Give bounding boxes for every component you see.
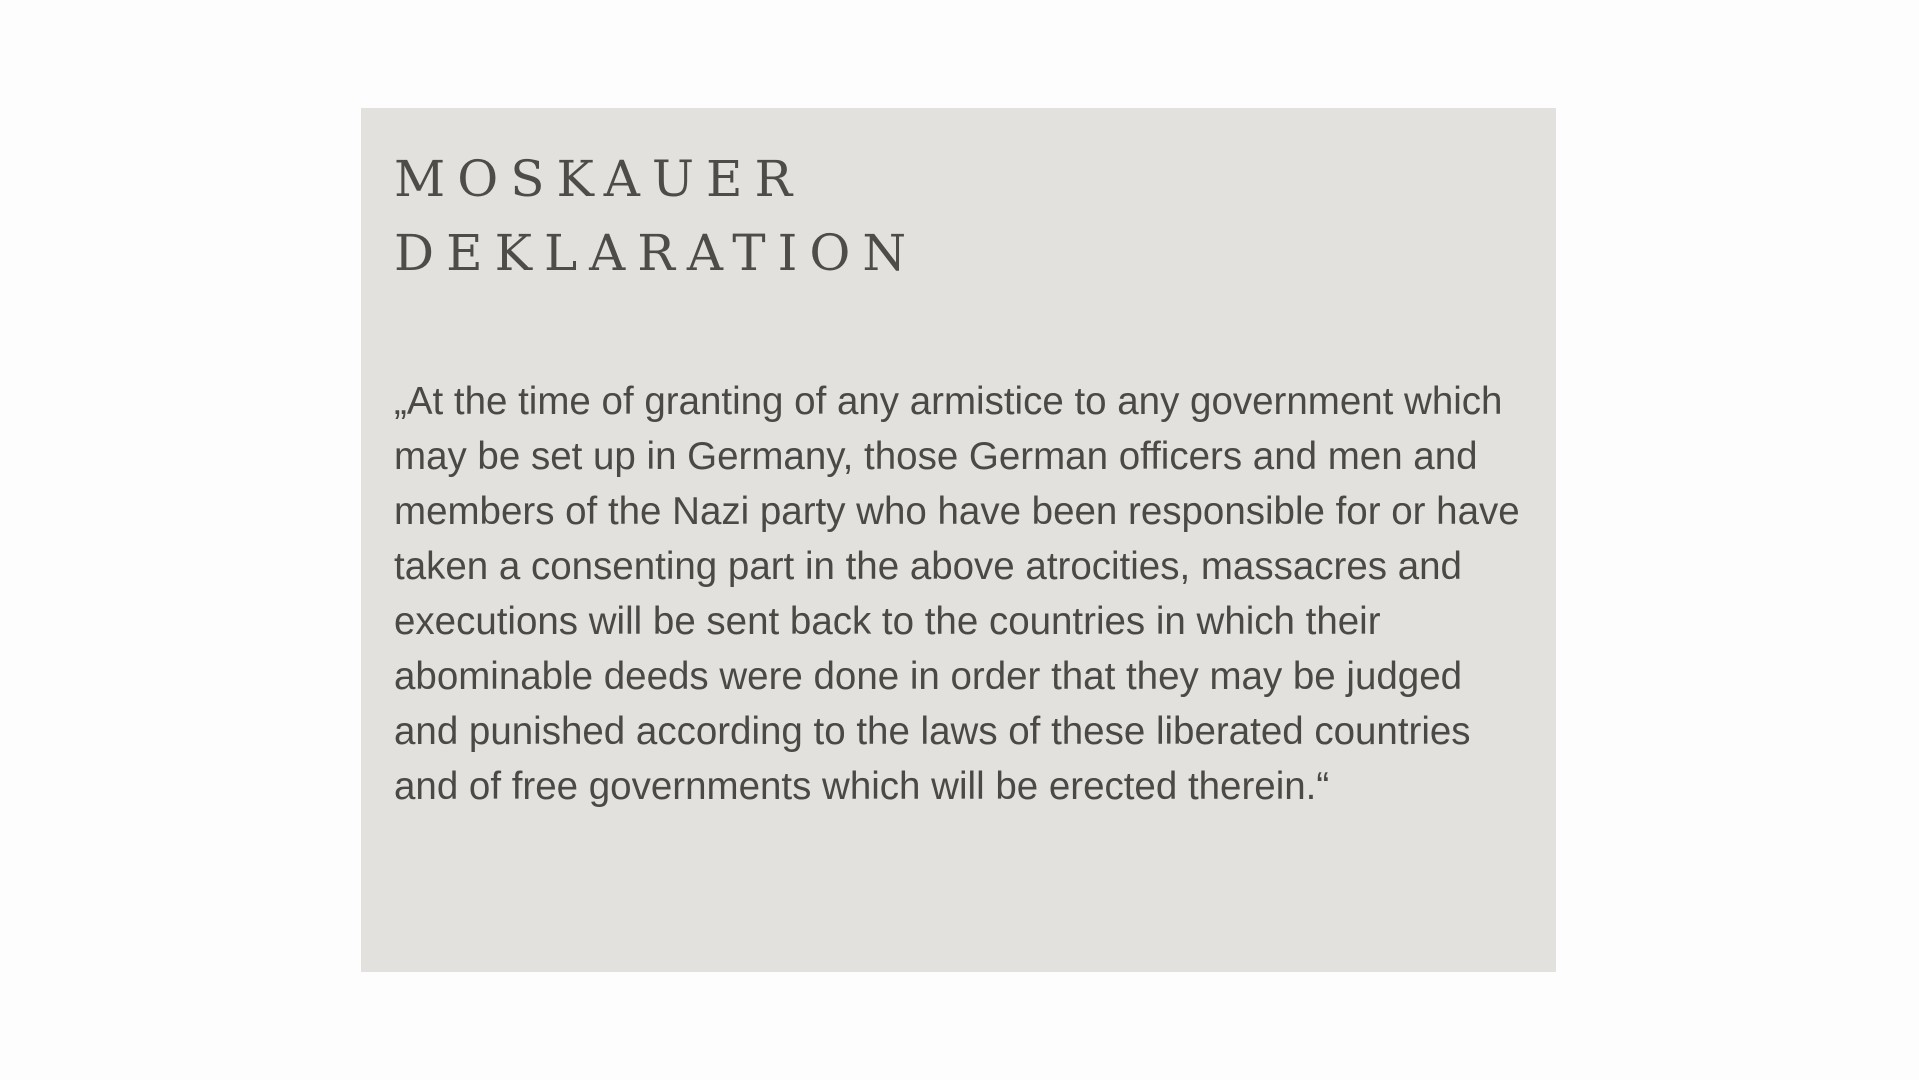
page-title — [394, 142, 1526, 290]
title-line-1: MOSKAUER — [394, 150, 805, 208]
title-line-2: DEKLARATION — [394, 224, 919, 282]
declaration-quote: „At the time of granting of any armistice to any government which may be set up in Germany, those German officers and men and members of the Nazi party who have been responsible for or have taken a consenting part in the above atrocities, massacres and executions will be sent back to the countries in which their abominable deeds were done in order that they may be judged and punished according to the laws of these liberated countries and of free governments which will be erected therein.“ — [394, 380, 1520, 808]
quote-card — [361, 108, 1556, 972]
